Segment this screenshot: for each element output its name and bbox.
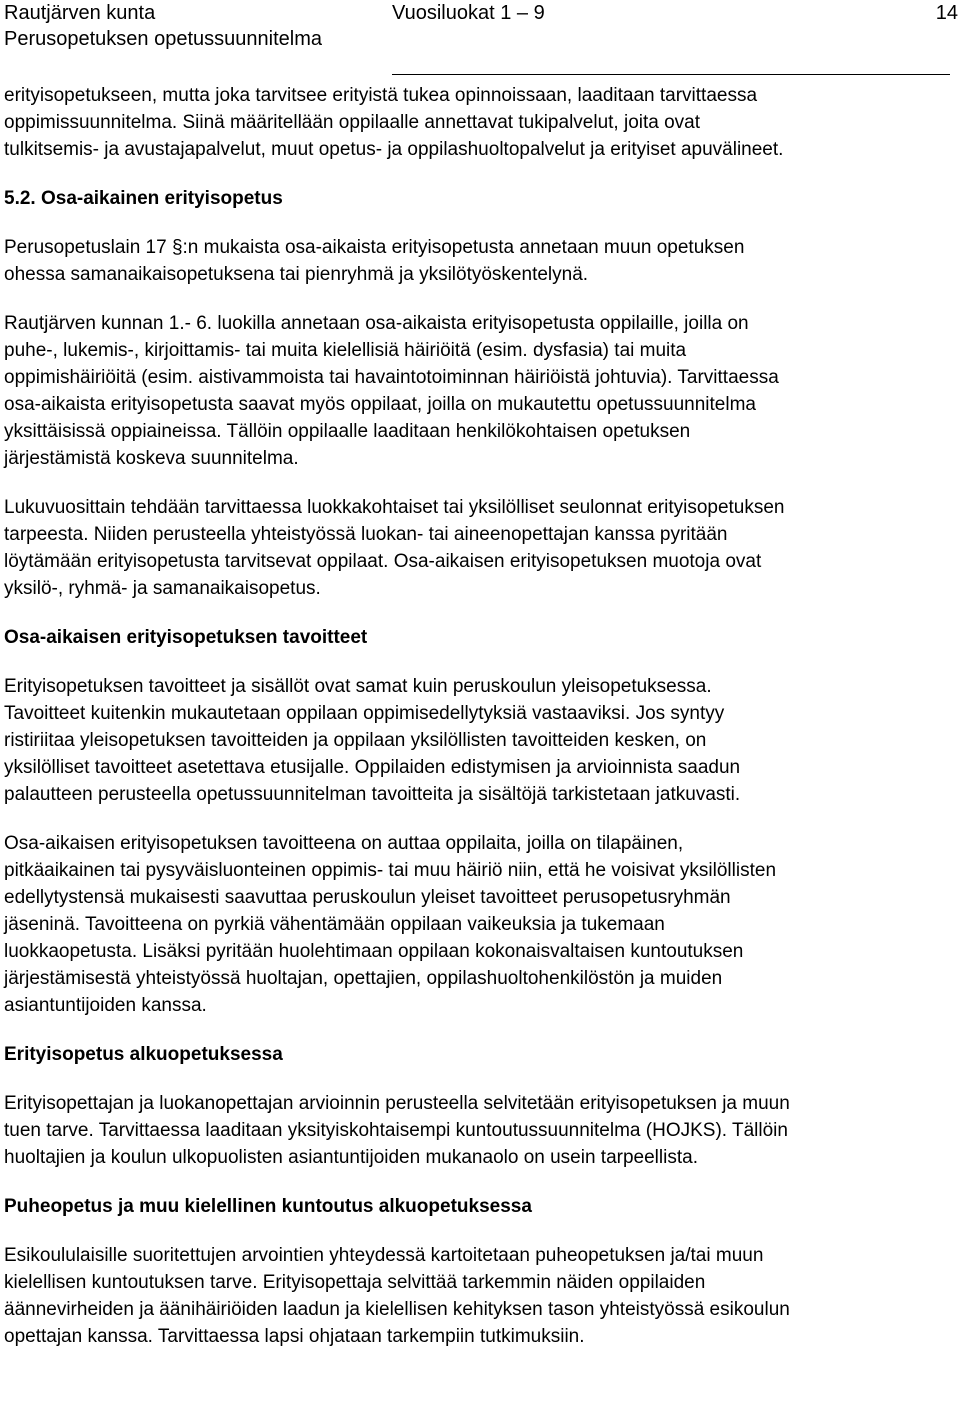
text-line: Erityisopetuksen tavoitteet ja sisällöt ovat samat kuin peruskoulun yleisopetuksessa. [4, 676, 712, 697]
text-line: Erityisopettajan ja luokanopettajan arvioinnin perusteella selvitetään erityisopetuksen ja muun [4, 1093, 790, 1114]
text-line: erityisopetukseen, mutta joka tarvitsee erityistä tukea opinnoissaan, laaditaan tarvittaessa [4, 85, 758, 106]
page-number: 14 [935, 2, 958, 24]
header-grades: Vuosiluokat 1 – 9 [392, 2, 545, 24]
document-body [4, 82, 960, 1350]
text-line: opettajan kanssa. Tarvittaessa lapsi ohjataan tarkempiin tutkimuksiin. [4, 1326, 585, 1347]
paragraph [4, 1242, 960, 1350]
intro-paragraph [4, 82, 960, 163]
paragraph [4, 673, 960, 808]
paragraph [4, 310, 960, 472]
section-heading-5-2: 5.2. Osa-aikainen erityisopetus [4, 188, 283, 209]
text-line: Rautjärven kunnan 1.- 6. luokilla annetaan osa-aikaista erityisopetusta oppilaille, joilla on [4, 313, 749, 334]
text-line: jäseninä. Tavoitteena on pyrkiä vähentämään oppilaan vaikeuksia ja tukemaan [4, 914, 665, 935]
text-line: Perusopetuslain 17 §:n mukaista osa-aikaista erityisopetusta annetaan muun opetuksen [4, 237, 745, 258]
text-line: osa-aikaista erityisopetusta saavat myös oppilaat, joilla on mukautettu opetussuunnitelma [4, 394, 756, 415]
header-rule [392, 74, 950, 75]
text-line: puhe-, lukemis-, kirjoittamis- tai muita kielellisiä häiriöitä (esim. dysfasia) tai muita [4, 340, 687, 361]
text-line: ristiriitaa yleisopetuksen tavoitteiden ja oppilaan yksilöllisten tavoitteiden kesken, on [4, 730, 707, 751]
paragraph [4, 1090, 960, 1171]
text-line: tarpeesta. Niiden perusteella yhteistyössä luokan- tai aineenopettajan kanssa pyritään [4, 524, 728, 545]
header-municipality: Rautjärven kunta [4, 2, 156, 24]
text-line: yksilölliset tavoitteet asetettava etusijalle. Oppilaiden edistymisen ja arvioinnista saadun [4, 757, 741, 778]
section-heading-early: Erityisopetus alkuopetuksessa [4, 1044, 283, 1065]
text-line: Osa-aikaisen erityisopetuksen tavoitteena on auttaa oppilaita, joilla on tilapäinen, [4, 833, 684, 854]
section-heading-goals: Osa-aikaisen erityisopetuksen tavoitteet [4, 627, 368, 648]
text-line: järjestämisestä yhteistyössä huoltajan, opettajien, oppilashuoltohenkilöstön ja muiden [4, 968, 723, 989]
section-heading-speech: Puheopetus ja muu kielellinen kuntoutus alkuopetuksessa [4, 1196, 532, 1217]
text-line: tulkitsemis- ja avustajapalvelut, muut opetus- ja oppilashuoltopalvelut ja erityiset apuvälineet. [4, 139, 784, 160]
text-line: äännevirheiden ja äänihäiriöiden laadun ja kielellisen kehityksen tason yhteistyössä esikoulun [4, 1299, 790, 1320]
text-line: Lukuvuosittain tehdään tarvittaessa luokkakohtaiset tai yksilölliset seulonnat erityisopetuksen [4, 497, 785, 518]
text-line: kielellisen kuntoutuksen tarve. Erityisopettaja selvittää tarkemmin näiden oppilaiden [4, 1272, 706, 1293]
text-line: Tavoitteet kuitenkin mukautetaan oppilaan oppimisedellytyksiä vastaaviksi. Jos syntyy [4, 703, 725, 724]
text-line: luokkaopetusta. Lisäksi pyritään huolehtimaan oppilaan kokonaisvaltaisen kuntoutuksen [4, 941, 744, 962]
text-line: pitkäaikainen tai pysyväisluonteinen oppimis- tai muu häiriö niin, että he voisivat yksilöllisten [4, 860, 777, 881]
text-line: tuen tarve. Tarvittaessa laaditaan yksityiskohtaisempi kuntoutussuunnitelma (HOJKS). Tällöin [4, 1120, 788, 1141]
paragraph [4, 234, 960, 288]
text-line: järjestämistä koskeva suunnitelma. [4, 448, 299, 469]
text-line: yksittäisissä oppiaineissa. Tällöin oppilaalle laaditaan henkilökohtaisen opetuksen [4, 421, 691, 442]
text-line: oppimissuunnitelma. Siinä määritellään oppilaalle annettavat tukipalvelut, joita ovat [4, 112, 701, 133]
paragraph [4, 494, 960, 602]
text-line: palautteen perusteella opetussuunnitelman tavoitteita ja sisältöjä tarkistetaan jatkuvasti. [4, 784, 741, 805]
text-line: löytämään erityisopetusta tarvitsevat oppilaat. Osa-aikaisen erityisopetuksen muotoja ovat [4, 551, 762, 572]
text-line: edellytystensä mukaisesti saavuttaa peruskoulun yleiset tavoitteet perusopetusryhmän [4, 887, 731, 908]
header-left [4, 0, 322, 52]
text-line: oppimishäiriöitä (esim. aistivammoista tai havaintotoiminnan häiriöistä johtuvia). Tarvittaessa [4, 367, 779, 388]
header-document-title: Perusopetuksen opetussuunnitelma [4, 28, 322, 50]
text-line: yksilö-, ryhmä- ja samanaikaisopetus. [4, 578, 321, 599]
text-line: ohessa samanaikaisopetuksena tai pienryhmä ja yksilötyöskentelynä. [4, 264, 589, 285]
text-line: Esikoululaisille suoritettujen arvointien yhteydessä kartoitetaan puheopetuksen ja/tai muun [4, 1245, 764, 1266]
page-header [4, 0, 958, 76]
text-line: huoltajien ja koulun ulkopuolisten asiantuntijoiden mukanaolo on usein tarpeellista. [4, 1147, 698, 1168]
paragraph [4, 830, 960, 1019]
text-line: asiantuntijoiden kanssa. [4, 995, 207, 1016]
